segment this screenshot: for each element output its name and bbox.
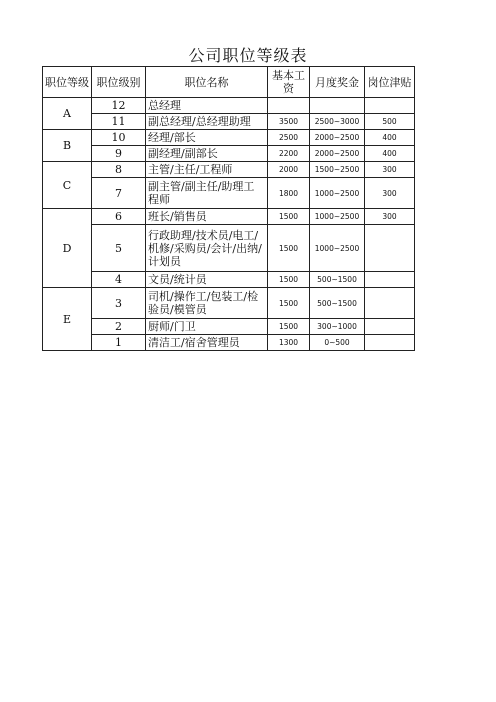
title-cell: 清洁工/宿舍管理员 bbox=[146, 335, 268, 351]
grade-table bbox=[42, 66, 415, 351]
allowance-cell: 300 bbox=[365, 178, 415, 209]
base-salary-cell: 1500 bbox=[268, 272, 310, 288]
table-row bbox=[43, 178, 415, 209]
level-cell: 11 bbox=[92, 114, 146, 130]
level-cell: 8 bbox=[92, 162, 146, 178]
page-title: 公司职位等级表 bbox=[188, 46, 308, 65]
header-level: 职位级别 bbox=[92, 67, 146, 98]
header-name: 职位名称 bbox=[146, 67, 268, 98]
header-row bbox=[43, 67, 415, 98]
table-row bbox=[43, 225, 415, 272]
grade-cell: C bbox=[43, 162, 92, 209]
level-cell: 5 bbox=[92, 225, 146, 272]
base-salary-cell: 1500 bbox=[268, 319, 310, 335]
allowance-cell bbox=[365, 288, 415, 319]
grade-cell: A bbox=[43, 98, 92, 130]
table-row bbox=[43, 146, 415, 162]
base-salary-cell: 3500 bbox=[268, 114, 310, 130]
allowance-cell bbox=[365, 225, 415, 272]
grade-cell: D bbox=[43, 209, 92, 288]
table-row bbox=[43, 98, 415, 114]
table-row bbox=[43, 319, 415, 335]
base-salary-cell: 1500 bbox=[268, 288, 310, 319]
base-salary-cell: 2500 bbox=[268, 130, 310, 146]
allowance-cell: 400 bbox=[365, 130, 415, 146]
base-salary-cell: 1800 bbox=[268, 178, 310, 209]
allowance-cell bbox=[365, 272, 415, 288]
title-cell: 文员/统计员 bbox=[146, 272, 268, 288]
bonus-cell bbox=[310, 98, 365, 114]
title-cell: 总经理 bbox=[146, 98, 268, 114]
level-cell: 6 bbox=[92, 209, 146, 225]
allowance-cell bbox=[365, 98, 415, 114]
bonus-cell: 2500~3000 bbox=[310, 114, 365, 130]
allowance-cell: 400 bbox=[365, 146, 415, 162]
grade-cell: B bbox=[43, 130, 92, 162]
title-cell: 副总经理/总经理助理 bbox=[146, 114, 268, 130]
title-cell: 副经理/副部长 bbox=[146, 146, 268, 162]
table-row bbox=[43, 272, 415, 288]
table-row bbox=[43, 130, 415, 146]
allowance-cell: 500 bbox=[365, 114, 415, 130]
level-cell: 4 bbox=[92, 272, 146, 288]
bonus-cell: 500~1500 bbox=[310, 272, 365, 288]
base-salary-cell: 1300 bbox=[268, 335, 310, 351]
table-row bbox=[43, 114, 415, 130]
base-salary-cell: 2000 bbox=[268, 162, 310, 178]
table-row bbox=[43, 162, 415, 178]
bonus-cell: 1500~2500 bbox=[310, 162, 365, 178]
table-row bbox=[43, 335, 415, 351]
base-salary-cell: 1500 bbox=[268, 209, 310, 225]
title-cell: 班长/销售员 bbox=[146, 209, 268, 225]
title-cell: 厨师/门卫 bbox=[146, 319, 268, 335]
bonus-cell: 1000~2500 bbox=[310, 225, 365, 272]
level-cell: 9 bbox=[92, 146, 146, 162]
bonus-cell: 0~500 bbox=[310, 335, 365, 351]
level-cell: 10 bbox=[92, 130, 146, 146]
grade-cell: E bbox=[43, 288, 92, 351]
level-cell: 2 bbox=[92, 319, 146, 335]
level-cell: 3 bbox=[92, 288, 146, 319]
level-cell: 7 bbox=[92, 178, 146, 209]
allowance-cell bbox=[365, 335, 415, 351]
title-cell: 副主管/副主任/助理工程师 bbox=[146, 178, 268, 209]
header-monthly-bonus: 月度奖金 bbox=[310, 67, 365, 98]
header-base-salary: 基本工资 bbox=[268, 67, 310, 98]
header-grade: 职位等级 bbox=[43, 67, 92, 98]
bonus-cell: 300~1000 bbox=[310, 319, 365, 335]
title-cell: 主管/主任/工程师 bbox=[146, 162, 268, 178]
table-row bbox=[43, 288, 415, 319]
base-salary-cell: 1500 bbox=[268, 225, 310, 272]
base-salary-cell bbox=[268, 98, 310, 114]
allowance-cell: 300 bbox=[365, 162, 415, 178]
bonus-cell: 500~1500 bbox=[310, 288, 365, 319]
bonus-cell: 2000~2500 bbox=[310, 146, 365, 162]
allowance-cell: 300 bbox=[365, 209, 415, 225]
table-row bbox=[43, 209, 415, 225]
level-cell: 12 bbox=[92, 98, 146, 114]
bonus-cell: 1000~2500 bbox=[310, 178, 365, 209]
header-allowance: 岗位津贴 bbox=[365, 67, 415, 98]
base-salary-cell: 2200 bbox=[268, 146, 310, 162]
allowance-cell bbox=[365, 319, 415, 335]
title-cell: 行政助理/技术员/电工/机修/采购员/会计/出纳/计划员 bbox=[146, 225, 268, 272]
level-cell: 1 bbox=[92, 335, 146, 351]
bonus-cell: 2000~2500 bbox=[310, 130, 365, 146]
title-cell: 司机/操作工/包装工/检验员/模管员 bbox=[146, 288, 268, 319]
bonus-cell: 1000~2500 bbox=[310, 209, 365, 225]
title-cell: 经理/部长 bbox=[146, 130, 268, 146]
